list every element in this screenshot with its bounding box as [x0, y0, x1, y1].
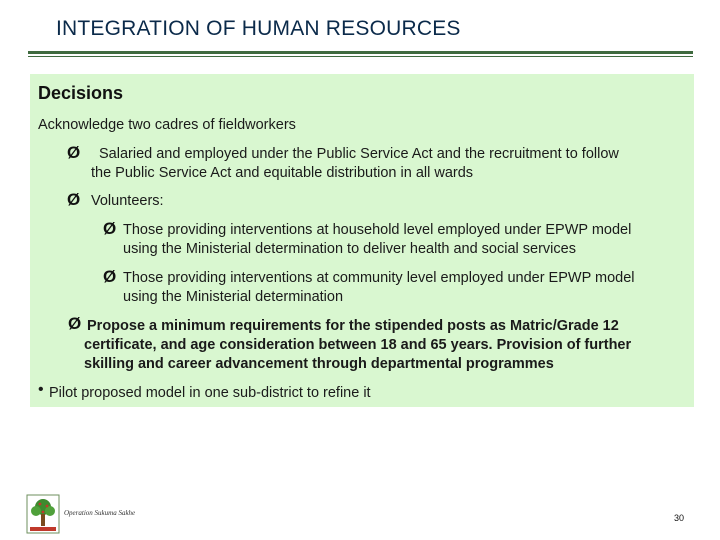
sub-bullet-household — [123, 221, 693, 259]
footer-program-name: Operation Sukuma Sakhe — [64, 509, 136, 517]
bullet-propose-requirements — [84, 317, 689, 374]
tree-logo-icon — [26, 494, 60, 534]
arrow-bullet-icon: Ø — [68, 314, 82, 333]
bullet-pilot: Pilot proposed model in one sub-district to refine it — [49, 385, 371, 401]
arrow-bullet-icon: Ø — [67, 143, 81, 162]
title-divider-thin — [28, 56, 693, 57]
sub-bullet-community-line-1: Those providing interventions at community level employed under EPWP model — [123, 270, 635, 286]
arrow-bullet-icon: Ø — [103, 267, 117, 286]
arrow-bullet-icon: Ø — [67, 190, 81, 209]
bullet-salaried-line-2: the Public Service Act and equitable distribution in all wards — [91, 165, 474, 181]
sub-bullet-community-line-2: using the Ministerial determination — [123, 289, 344, 305]
intro-text: Acknowledge two cadres of fieldworkers — [38, 117, 296, 133]
bullet-propose-line-2: certificate, and age consideration between 18 and 65 years. Provision of further — [84, 337, 632, 353]
bullet-salaried-line-1: Salaried and employed under the Public Service Act and the recruitment to follow — [99, 146, 619, 162]
sub-bullet-community — [123, 269, 693, 307]
bullet-propose-line-3: skilling and career advancement through departmental programmes — [84, 356, 554, 372]
bullet-propose-line-1: Propose a minimum requirements for the stipended posts as Matric/Grade 12 — [87, 318, 619, 334]
sub-bullet-household-line-1: Those providing interventions at household level employed under EPWP model — [123, 222, 632, 238]
title-divider-thick — [28, 51, 693, 54]
section-heading: Decisions — [38, 83, 124, 103]
sub-bullet-household-line-2: using the Ministerial determination to deliver health and social services — [123, 241, 576, 257]
page-number: 30 — [674, 513, 685, 523]
slide-title: INTEGRATION OF HUMAN RESOURCES — [56, 17, 461, 40]
bullet-salaried — [91, 145, 691, 183]
bullet-volunteers: Volunteers: — [91, 193, 164, 209]
bullet-dot-icon: • — [38, 381, 44, 398]
arrow-bullet-icon: Ø — [103, 219, 117, 238]
